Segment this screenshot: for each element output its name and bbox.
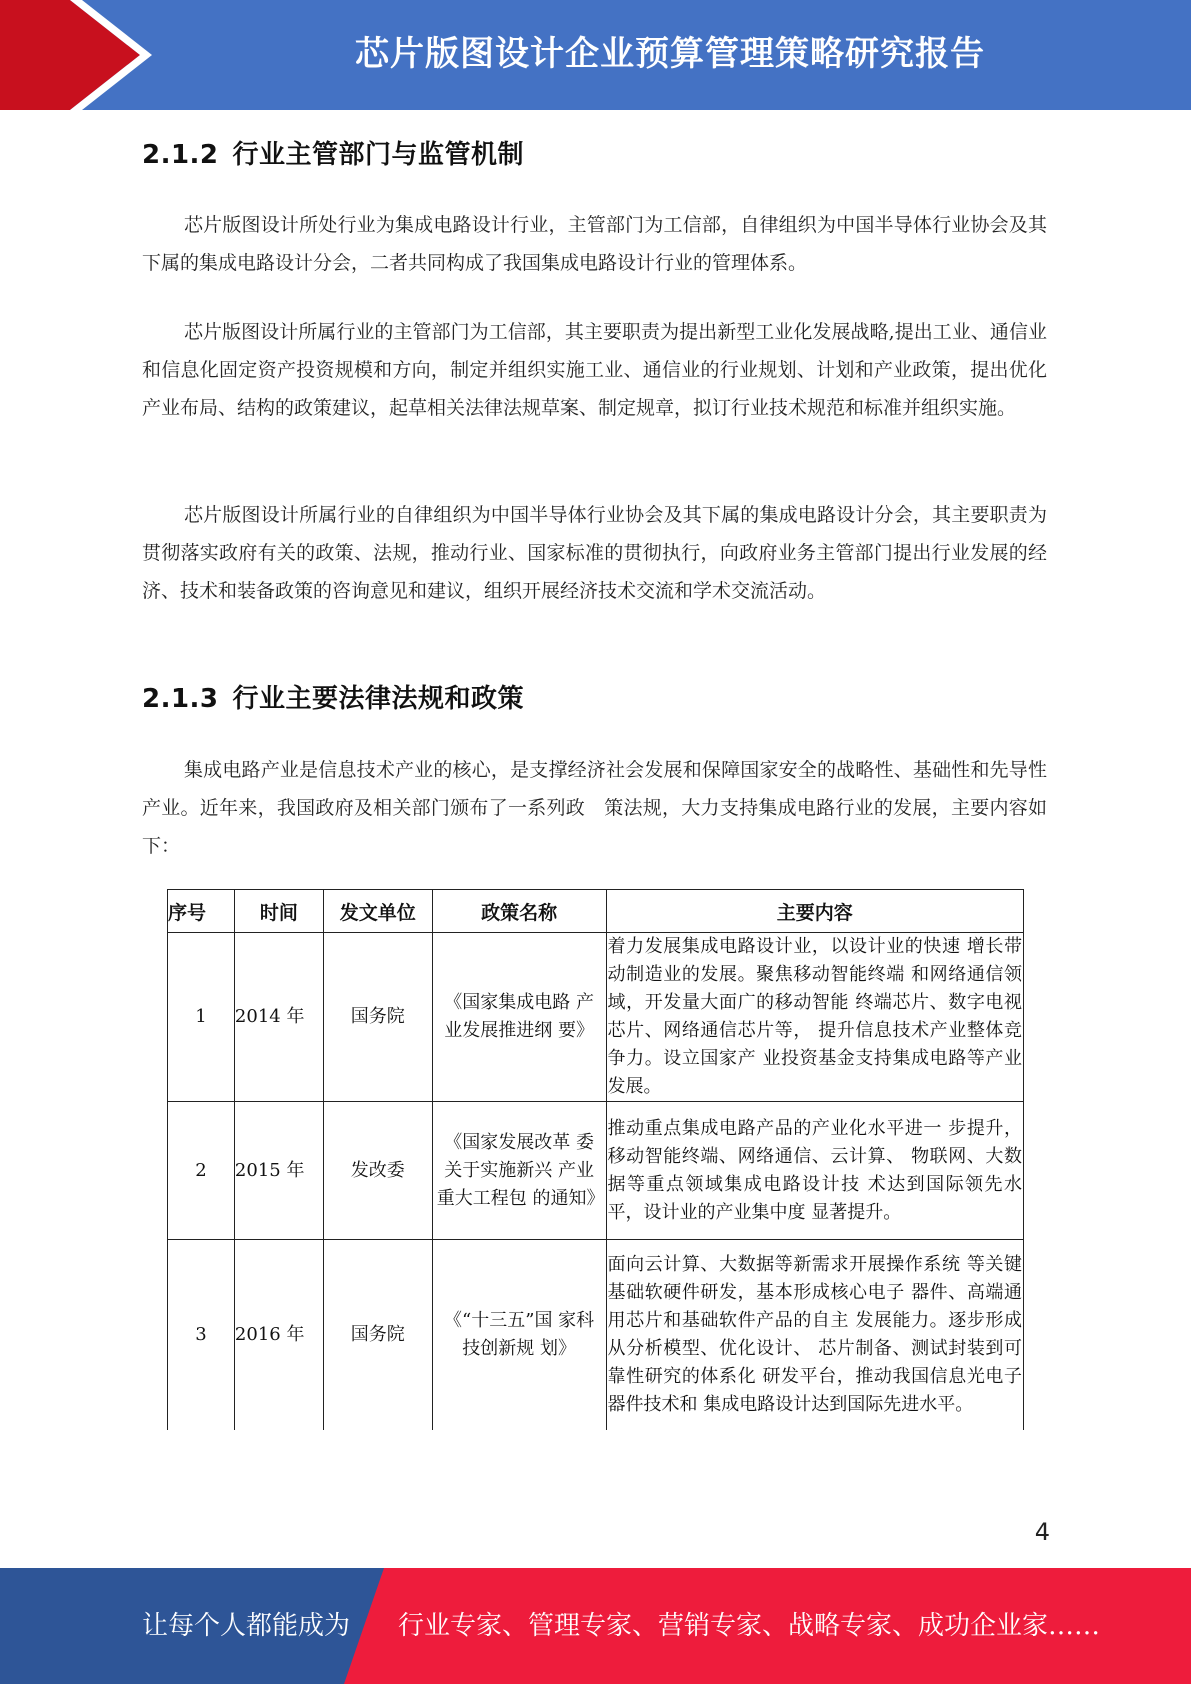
page-number: 4	[1034, 1518, 1050, 1546]
row-number: 1	[168, 933, 235, 1102]
row-date: 2015 年	[234, 1102, 323, 1240]
table-header-row	[168, 890, 1024, 933]
row-policy-name: 《“十三五”国 家科技创新规 划》	[432, 1240, 606, 1430]
section-title: 行业主要法律法规和政策	[232, 684, 525, 714]
row-issuer: 国务院	[323, 933, 432, 1102]
page-footer	[0, 1568, 1191, 1684]
column-header: 发文单位	[323, 890, 432, 933]
row-date: 2014 年	[234, 933, 323, 1102]
row-number: 2	[168, 1102, 235, 1240]
row-number: 3	[168, 1240, 235, 1430]
column-header: 主要内容	[606, 890, 1023, 933]
row-content: 面向云计算、大数据等新需求开展操作系统 等关键基础软硬件研发，基本形成核心电子 器件、高端通用芯片和基础软件产品的自主 发展能力。逐步形成从分析模型、优化设计、 芯片制备、测试封装到可靠性研究的体系化 研发平台，推动我国信息光电子器件技术和 集成电路设计达到国际先进水平。	[606, 1240, 1023, 1430]
row-issuer: 国务院	[323, 1240, 432, 1430]
table-row	[168, 1240, 1024, 1430]
footer-slogan-right: 行业专家、管理专家、营销专家、战略专家、成功企业家……	[398, 1611, 1101, 1641]
paragraph: 芯片版图设计所处行业为集成电路设计行业，主管部门为工信部，自律组织为中国半导体行业协会及其下属的集成电路设计分会，二者共同构成了我国集成电路设计行业的管理体系。	[142, 214, 1047, 274]
section-title: 行业主管部门与监管机制	[232, 140, 525, 170]
row-content: 推动重点集成电路产品的产业化水平进一 步提升，移动智能终端、网络通信、云计算、 物联网、大数据等重点领域集成电路设计技 术达到国际领先水平，设计业的产业集中度 显著提升。	[606, 1102, 1023, 1240]
footer-slogan-left: 让每个人都能成为	[142, 1611, 351, 1641]
paragraph: 集成电路产业是信息技术产业的核心，是支撑经济社会发展和保障国家安全的战略性、基础性和先导性产业。近年来，我国政府及相关部门颁布了一系列政 策法规，大力支持集成电路行业的发展，主要内容如下：	[142, 759, 1047, 857]
section-number: 2.1.2	[142, 140, 219, 170]
column-header: 序号	[168, 890, 235, 933]
section-heading-2-1-2	[142, 134, 524, 171]
header-title: 芯片版图设计企业预算管理策略研究报告	[355, 34, 985, 74]
paragraph: 芯片版图设计所属行业的主管部门为工信部，其主要职责为提出新型工业化发展战略,提出工业、通信业和信息化固定资产投资规模和方向，制定并组织实施工业、通信业的行业规划、计划和产业政策，提出优化产业布局、结构的政策建议，起草相关法律法规草案、制定规章，拟订行业技术规范和标准并组织实施。	[142, 321, 1047, 419]
row-policy-name: 《国家集成电路 产业发展推进纲 要》	[432, 933, 606, 1102]
policy-table	[167, 889, 1024, 1430]
column-header: 政策名称	[432, 890, 606, 933]
row-content: 着力发展集成电路设计业，以设计业的快速 增长带动制造业的发展。聚焦移动智能终端 和网络通信领域，开发量大面广的移动智能 终端芯片、数字电视芯片、网络通信芯片等， 提升信息技术产业整体竞争力。设立国家产 业投资基金支持集成电路等产业发展。	[606, 933, 1023, 1102]
row-issuer: 发改委	[323, 1102, 432, 1240]
page-header	[0, 0, 1191, 110]
section-number: 2.1.3	[142, 684, 219, 714]
table-row	[168, 933, 1024, 1102]
row-date: 2016 年	[234, 1240, 323, 1430]
table-row	[168, 1102, 1024, 1240]
paragraph: 芯片版图设计所属行业的自律组织为中国半导体行业协会及其下属的集成电路设计分会，其主要职责为贯彻落实政府有关的政策、法规，推动行业、国家标准的贯彻执行，向政府业务主管部门提出行业发展的经济、技术和装备政策的咨询意见和建议，组织开展经济技术交流和学术交流活动。	[142, 504, 1047, 602]
row-policy-name: 《国家发展改革 委关于实施新兴 产业重大工程包 的通知》	[432, 1102, 606, 1240]
column-header: 时间	[234, 890, 323, 933]
section-heading-2-1-3	[142, 678, 524, 715]
